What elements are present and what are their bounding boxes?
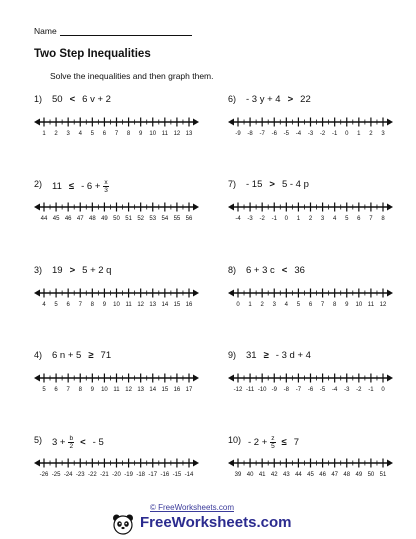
tick-label: 13 [137,387,145,393]
inequality-symbol: > [269,179,275,190]
tick-label: 8 [381,216,385,222]
right-arrow-icon [387,204,393,211]
number-line[interactable] [228,457,393,479]
left-arrow-icon [228,460,234,467]
tick-label: 16 [185,302,193,308]
tick-label: 50 [113,216,120,222]
tick-label: -4 [331,387,338,393]
tick-label: 46 [64,216,72,222]
number-line[interactable] [228,116,393,138]
expression-term: 19 [52,265,63,276]
tick-label: 5 [54,302,58,308]
tick-label: -8 [247,131,253,137]
expression-term: 22 [300,94,311,105]
tick-label: -6 [307,387,314,393]
tick-label: 43 [282,472,290,478]
problem-8 [228,350,393,400]
tick-label: 12 [173,131,181,137]
problem-number: 3) [34,265,43,275]
tick-label: 3 [272,302,276,308]
tick-label: -18 [136,472,146,478]
expression-term: 3 + [52,437,66,449]
tick-label: 42 [270,472,278,478]
tick-label: 3 [66,131,70,137]
tick-label: -22 [87,472,97,478]
tick-label: -26 [39,472,49,478]
right-arrow-icon [387,460,393,467]
tick-label: 8 [126,131,131,137]
tick-label: -6 [271,131,277,137]
tick-label: -3 [247,216,253,222]
problem-number: 7) [228,179,237,189]
tick-label: 40 [246,472,254,478]
inequality-expression [50,350,113,361]
fraction [103,179,108,194]
name-blank-line[interactable] [60,35,192,36]
fraction-numerator: b [69,435,74,442]
expression-term: 5 + 2 q [82,265,112,276]
left-arrow-icon [34,290,40,297]
right-arrow-icon [193,290,199,297]
tick-label: 49 [101,216,108,222]
tick-label: 9 [138,131,143,137]
right-arrow-icon [193,460,199,467]
tick-label: 51 [379,472,387,478]
tick-label: 9 [102,302,107,308]
problem-7 [34,350,199,400]
tick-label: 2 [369,131,373,137]
tick-label: -1 [368,387,374,393]
fraction-denominator: 3 [104,187,108,194]
problem-number: 5) [34,435,43,445]
expression-term: 6 + 3 c [246,265,275,276]
right-arrow-icon [193,119,199,126]
tick-label: -19 [124,472,133,478]
number-line[interactable] [228,201,393,223]
tick-label: 11 [113,387,120,393]
instructions: Solve the inequalities and then graph them. [50,71,214,81]
tick-label: 6 [308,302,313,308]
right-arrow-icon [193,204,199,211]
problem-10 [228,435,393,485]
problem-4 [228,179,393,229]
inequality-symbol: < [80,437,86,449]
inequality-symbol: < [281,265,288,276]
inequality-symbol: ≤ [68,181,75,193]
number-line[interactable] [34,201,199,223]
left-arrow-icon [228,290,234,297]
fraction [68,435,74,450]
tick-label: 4 [78,131,82,137]
tick-label: 7 [114,131,119,137]
tick-label: -5 [283,131,290,137]
inequality-symbol: ≥ [263,350,269,361]
tick-label: 41 [258,472,266,478]
problem-number: 2) [34,179,43,189]
inequality-expression [244,94,313,105]
tick-label: 2 [54,131,58,137]
tick-label: -16 [160,472,170,478]
tick-label: 10 [149,131,157,137]
problem-3 [34,179,199,229]
tick-label: -3 [307,131,314,137]
tick-label: 1 [357,131,361,137]
tick-label: 17 [185,387,193,393]
tick-label: 5 [90,131,95,137]
tick-label: -17 [148,472,158,478]
right-arrow-icon [387,290,393,297]
tick-label: 7 [369,216,373,222]
inequality-symbol: ≥ [88,350,94,361]
tick-label: 13 [185,131,193,137]
tick-label: 9 [90,387,95,393]
tick-label: -24 [63,472,73,478]
inequality-expression [246,435,301,450]
tick-label: -4 [295,131,302,137]
problem-1 [34,94,199,144]
tick-label: 52 [137,216,145,222]
tick-label: 48 [88,216,96,222]
tick-label: -15 [172,472,182,478]
left-arrow-icon [34,460,40,467]
expression-term: 5 - 4 p [281,179,309,190]
expression-term: 6 n + 5 [52,350,82,361]
right-arrow-icon [387,375,393,382]
expression-term: 71 [100,350,112,361]
problem-5 [34,265,199,315]
tick-label: -21 [100,472,109,478]
number-line[interactable] [228,372,393,394]
fraction-numerator: x [104,179,108,186]
tick-label: -25 [51,472,61,478]
tick-label: -7 [259,131,265,137]
inequality-expression [244,179,311,190]
inequality-expression [244,265,307,276]
tick-label: 0 [284,216,289,222]
tick-label: 1 [296,216,301,222]
tick-label: -2 [356,387,362,393]
number-line[interactable] [34,287,199,309]
tick-label: 7 [66,387,70,393]
fraction-numerator: z [271,435,275,442]
expression-term: - 3 d + 4 [275,350,311,361]
tick-label: 9 [345,302,349,308]
right-arrow-icon [387,119,393,126]
problem-2 [228,94,393,144]
tick-label: 13 [149,302,157,308]
tick-label: 10 [113,302,120,308]
tick-label: 12 [379,302,387,308]
tick-label: 44 [40,216,48,222]
tick-label: -5 [319,387,326,393]
tick-label: 6 [54,387,58,393]
tick-label: 5 [42,387,46,393]
expression-term: 11 [52,181,62,193]
tick-label: 48 [343,472,351,478]
tick-label: 44 [295,472,302,478]
tick-label: -1 [331,131,338,137]
tick-label: -11 [245,387,255,393]
tick-label: -10 [257,387,267,393]
tick-label: 14 [149,387,157,393]
inequality-expression [50,94,113,105]
tick-label: 6 [66,302,70,308]
left-arrow-icon [228,119,234,126]
tick-label: -8 [283,387,290,393]
left-arrow-icon [228,204,234,211]
tick-label: 55 [173,216,181,222]
inequality-symbol: < [69,94,76,105]
tick-label: 15 [161,387,169,393]
tick-label: 5 [296,302,301,308]
left-arrow-icon [228,375,234,382]
tick-label: 4 [284,302,289,308]
fraction-denominator: 2 [69,443,74,450]
tick-label: 8 [78,387,82,393]
tick-label: 1 [42,131,46,137]
fraction [270,435,275,450]
tick-label: 7 [320,302,325,308]
footer-link[interactable]: © FreeWorksheets.com [150,503,234,512]
tick-label: 0 [236,302,240,308]
tick-label: 53 [149,216,157,222]
expression-term: 31 [246,350,257,361]
tick-label: 39 [234,472,242,478]
tick-label: -9 [271,387,277,393]
name-label: Name [34,26,57,36]
tick-label: 56 [185,216,193,222]
number-line[interactable] [34,116,199,138]
tick-label: 14 [161,302,169,308]
fraction-denominator: 5 [271,443,275,450]
expression-term: 7 [293,437,300,449]
number-line[interactable] [34,372,199,394]
tick-label: -7 [295,387,302,393]
tick-label: -1 [271,216,277,222]
right-arrow-icon [193,375,199,382]
tick-label: 47 [76,216,84,222]
tick-label: 3 [320,216,325,222]
problem-number: 8) [228,265,237,275]
tick-label: -4 [235,216,241,222]
tick-label: -14 [184,472,194,478]
tick-label: 0 [381,387,385,393]
expression-term: - 6 + [81,181,101,193]
inequality-expression [50,265,113,276]
inequality-symbol: > [287,94,294,105]
tick-label: 11 [367,302,375,308]
tick-label: 54 [161,216,169,222]
number-line[interactable] [228,287,393,309]
tick-label: -23 [75,472,85,478]
footer-brand: FreeWorksheets.com [140,514,292,531]
tick-label: 45 [52,216,60,222]
inequality-expression [50,179,110,194]
inequality-symbol: > [69,265,76,276]
tick-label: 0 [345,131,349,137]
tick-label: 3 [381,131,385,137]
tick-label: 10 [101,387,108,393]
tick-label: 7 [78,302,82,308]
tick-label: 5 [345,216,349,222]
expression-term: - 3 y + 4 [246,94,281,105]
tick-label: -2 [319,131,326,137]
inequality-expression [244,350,313,361]
expression-term: 6 v + 2 [82,94,111,105]
left-arrow-icon [34,204,40,211]
tick-label: 12 [125,387,132,393]
expression-term: - 2 + [248,437,268,449]
problem-number: 1) [34,94,43,104]
tick-label: 16 [173,387,181,393]
expression-term: - 5 [92,437,104,449]
tick-label: 49 [355,472,363,478]
tick-label: -9 [235,131,241,137]
problem-6 [228,265,393,315]
problem-9 [34,435,199,485]
worksheet-title: Two Step Inequalities [34,48,151,60]
expression-term: 50 [52,94,63,105]
tick-label: -2 [259,216,265,222]
tick-label: 12 [137,302,145,308]
inequality-symbol: ≤ [281,437,287,449]
tick-label: 10 [355,302,363,308]
tick-label: 4 [332,216,337,222]
problem-number: 6) [228,94,237,104]
problem-number: 10) [228,435,242,445]
tick-label: 51 [125,216,132,222]
tick-label: 47 [331,472,339,478]
tick-label: -20 [112,472,121,478]
tick-label: 6 [102,131,107,137]
tick-label: 50 [367,472,375,478]
tick-label: 2 [260,302,264,308]
problem-number: 4) [34,350,43,360]
tick-label: -3 [344,387,350,393]
tick-label: 15 [173,302,181,308]
inequality-expression [50,435,106,450]
tick-label: 8 [90,302,95,308]
tick-label: 4 [42,302,46,308]
tick-label: 1 [248,302,252,308]
tick-label: 46 [319,472,326,478]
tick-label: 6 [357,216,361,222]
tick-label: -12 [233,387,243,393]
tick-label: 2 [308,216,313,222]
left-arrow-icon [34,119,40,126]
expression-term: 36 [294,265,305,276]
tick-label: 11 [161,131,168,137]
problem-number: 9) [228,350,237,360]
tick-label: 11 [125,302,132,308]
number-line[interactable] [34,457,199,479]
left-arrow-icon [34,375,40,382]
expression-term: - 15 [246,179,263,190]
tick-label: 45 [307,472,314,478]
panda-icon [112,513,134,535]
tick-label: 8 [332,302,337,308]
